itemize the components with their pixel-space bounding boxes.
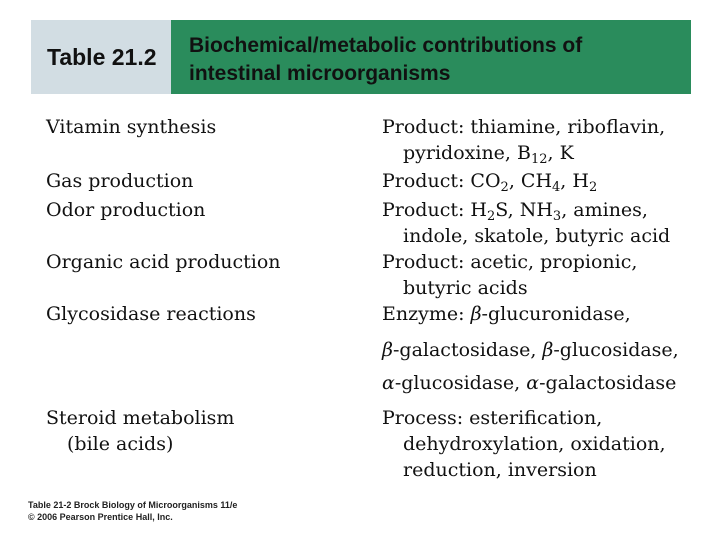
table-title-line-2: intestinal microorganisms <box>189 62 451 85</box>
table-title-line-1: Biochemical/metabolic contributions of <box>189 34 583 57</box>
row-label: Glycosidase reactions <box>46 303 256 325</box>
row-label: Vitamin synthesis <box>46 116 217 138</box>
detail-line: Product: $H_2S$, $NH_3$, amines, <box>382 199 648 224</box>
row-detail <box>382 405 666 483</box>
table-title <box>171 20 691 94</box>
detail-line: dehydroxylation, oxidation, <box>403 433 666 455</box>
row-label: Organic acid production <box>46 251 281 273</box>
row-label-line: Steroid metabolism <box>46 407 235 429</box>
row-detail: Product: $CO_2$, $CH_4$, $H_2$ <box>382 170 598 195</box>
detail-line: reduction, inversion <box>403 459 597 481</box>
table-number-label: Table 21.2 <box>31 20 171 94</box>
detail-line: β-galactosidase, β-glucosidase, <box>382 339 679 361</box>
detail-line: Product: thiamine, riboflavin, <box>382 116 666 138</box>
table-header <box>31 20 691 94</box>
row-label-line: (bile acids) <box>67 433 174 455</box>
credit-line-2: © 2006 Pearson Prentice Hall, Inc. <box>28 512 173 522</box>
credit-line-1: Table 21-2 Brock Biology of Microorganisms 11/e <box>28 500 238 510</box>
detail-line: pyridoxine, $B_{12}$, K <box>403 142 574 167</box>
detail-line: Product: acetic, propionic, <box>382 251 638 273</box>
detail-line: indole, skatole, butyric acid <box>403 225 671 247</box>
row-detail <box>382 301 679 396</box>
detail-line: Enzyme: β-glucuronidase, <box>382 303 631 325</box>
copyright-credit <box>28 499 237 523</box>
row-detail <box>382 197 670 249</box>
detail-line: α-glucosidase, α-galactosidase <box>382 372 677 394</box>
detail-line: Process: esterification, <box>382 407 603 429</box>
row-label <box>46 405 234 457</box>
row-detail <box>382 249 637 301</box>
detail-line: butyric acids <box>403 277 528 299</box>
row-detail <box>382 114 665 166</box>
row-label: Odor production <box>46 199 206 221</box>
row-label: Gas production <box>46 170 194 192</box>
